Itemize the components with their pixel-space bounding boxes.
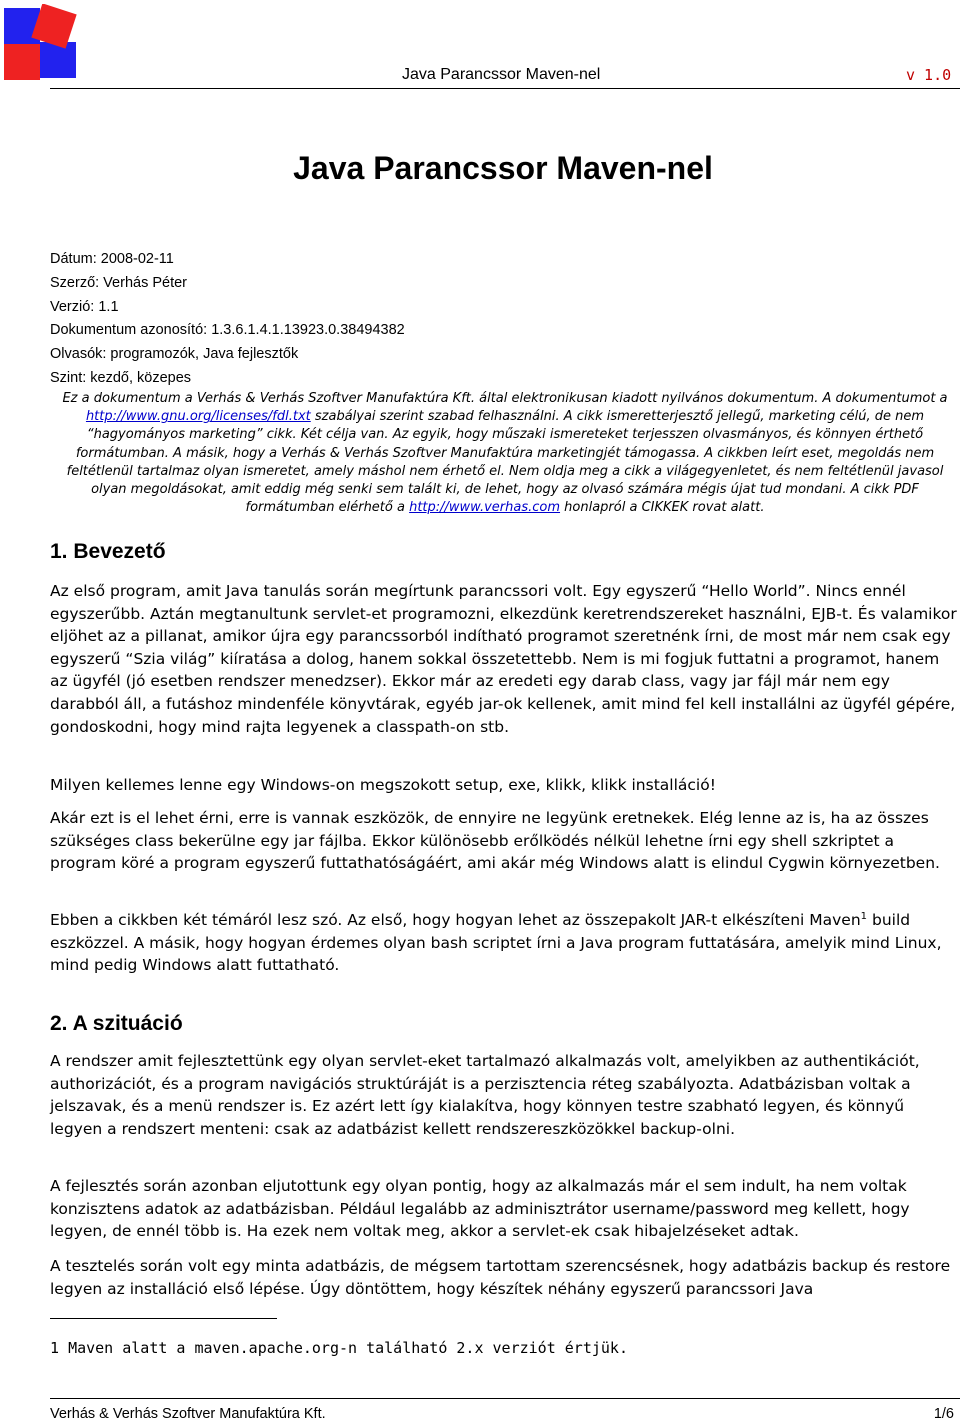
- footer-divider: [50, 1398, 960, 1399]
- footer-company: Verhás & Verhás Szoftver Manufaktúra Kft.: [50, 1406, 326, 1422]
- paragraph: Akár ezt is el lehet érni, erre is vannak eszközök, de ennyire ne legyünk eretnekek. Elég lenne az is, ha az összes szükséges class bekerülne egy jar fájlba. Ekkor különösebb erőlködés nélkül lehetne írni egy shell szkriptet a program köré a program egyszerű futtathatóságáért, ami akár még Windows alatt is elindul Cygwin környezetben.: [50, 809, 940, 873]
- page-number: 1/6: [933, 1406, 954, 1422]
- meta-document-id: Dokumentum azonosító: 1.3.6.1.4.1.13923.0.38494382: [50, 322, 405, 339]
- paragraph: [50, 909, 960, 977]
- meta-version: Verzió: 1.1: [50, 298, 119, 315]
- paragraph: Az első program, amit Java tanulás során megírtunk parancssori volt. Egy egyszerű “Hello World”. Nincs ennél egyszerűbb. Aztán megtanultunk servlet-et programozni, elkezdünk keretrendszereket használni, EJB-t. És valamikor eljöhet az a pillanat, amikor újra egy parancssorból indítható programot szeretnénk írni, de most már nem csak egy egyszerű “Szia világ” kiíratása a dolog, hanem sokkal összetettebb. Nem is mi fogjuk futtatni a programot, hanem az ügyfél (jó esetben rendszer menedzser). Ekkor már az eredeti egy darab class, vagy jar fájl már nem egy darabból áll, a futáshoz mindenféle könyvtárak, egyéb jar-ok kellenek, amit mind fel kell installálni az ügyfél gépére, gondoskodni, hogy mind rajta legyenek a classpath-on stb.: [50, 582, 957, 736]
- document-metadata: [50, 248, 405, 391]
- meta-level: Szint: kezdő, közepes: [50, 369, 192, 386]
- paragraph: Milyen kellemes lenne egy Windows-on megszokott setup, exe, klikk, klikk installáció!: [50, 776, 716, 794]
- running-header-version: v 1.0: [906, 66, 952, 84]
- logo-blue-square-bottom: [40, 42, 76, 78]
- header-divider: [50, 88, 960, 89]
- footnote-number: 1: [50, 1339, 60, 1357]
- paragraph-text: Ebben a cikkben két témáról lesz szó. Az első, hogy hogyan lehet az összepakolt JAR-t elkészíteni Maven: [50, 911, 861, 929]
- document-title: Java Parancssor Maven-nel: [293, 150, 713, 186]
- verhas-site-link[interactable]: http://www.verhas.com: [409, 500, 561, 516]
- license-notice: [50, 390, 960, 517]
- notice-text-middle: szabályai szerint szabad felhasználni. A cikk ismeretterjesztő jellegű, marketing célú, de nem “hagyományos marketing” cikk. Két célja van. Az egyik, hogy műszaki ismereteket terjesszen olvasmányos, és könnyen érthető formátumban. A másik, hogy a Verhás & Verhás Szoftver Manufaktúra marketingjét támogassa. A cikkben leírt eset, megoldás nem feltétlenül tartalmaz olyan ismeretet, amely máshol nem érhető el. Nem oldja meg a cikk a világegyenletet, és nem feltétlenül javasol olyan megoldásokat, amit eddig még senki sem talált ki, de lehet, hogy az olvasó számára mégis újat tud mondani. A cikk PDF formátumban elérhető a: [66, 409, 944, 516]
- notice-text-start: Ez a dokumentum a Verhás & Verhás Szoftver Manufaktúra Kft. által elektronikusan kiadott nyilvános dokumentum. A dokumentumot a: [62, 391, 948, 406]
- meta-date: Dátum: 2008-02-11: [50, 251, 174, 267]
- paragraph: A rendszer amit fejlesztettünk egy olyan servlet-eket tartalmazó alkalmazás volt, amelyikben az authentikációt, authorizációt, és a program navigációs struktúráját is a perzisztencia réteg szabályozta. Adatbázisban voltak a jelszavak, és a menü rendszer is. Ez azért lett így kialakítva, hogy könnyen testre szabható legyen, és könnyű legyen a rendszert menteni: csak az adatbázist kellett rendszereszközökkel backup-olni.: [50, 1052, 920, 1138]
- paragraph: A fejlesztés során azonban eljutottunk egy olyan pontig, hogy az alkalmazás már el sem indult, ha nem voltak konzisztens adatok az adatbázisban. Például legalább az adminisztrátor username/password meg kellett, hogy legyen, de ennél több is. Ha ezek nem voltak meg, akkor a servlet-ek csak hibajelzéseket adtak.: [50, 1177, 910, 1241]
- company-logo: [4, 4, 80, 80]
- license-link[interactable]: http://www.gnu.org/licenses/fdl.txt: [85, 409, 311, 425]
- section-heading-szituacio: 2. A szituáció: [50, 1012, 183, 1035]
- logo-red-square-bottom: [4, 44, 40, 80]
- paragraph-text: build eszközzel. A másik, hogy hogyan érdemes olyan bash scriptet írni a Java program futtatására, amelyik mind Linux, mind pedig Windows alatt futtatható.: [50, 911, 942, 975]
- footnote-text: Maven alatt a maven.apache.org-n található 2.x verziót értjük.: [68, 1339, 628, 1357]
- footnote: [50, 1339, 628, 1357]
- section-heading-bevezeto: 1. Bevezető: [50, 540, 166, 563]
- footnote-ref: 1: [860, 910, 868, 922]
- meta-author: Szerző: Verhás Péter: [50, 274, 188, 291]
- paragraph: A tesztelés során volt egy minta adatbázis, de mégsem tartottam szerencsésnek, hogy adatbázis backup és restore legyen az installáció első lépése. Úgy döntöttem, hogy készítek néhány egyszerű parancssori Java: [50, 1257, 951, 1298]
- running-header-title: Java Parancssor Maven-nel: [402, 66, 601, 83]
- meta-readers: Olvasók: programozók, Java fejlesztők: [50, 346, 299, 363]
- footnote-divider: [50, 1318, 277, 1319]
- notice-text-end: honlapról a CIKKEK rovat alatt.: [560, 500, 765, 516]
